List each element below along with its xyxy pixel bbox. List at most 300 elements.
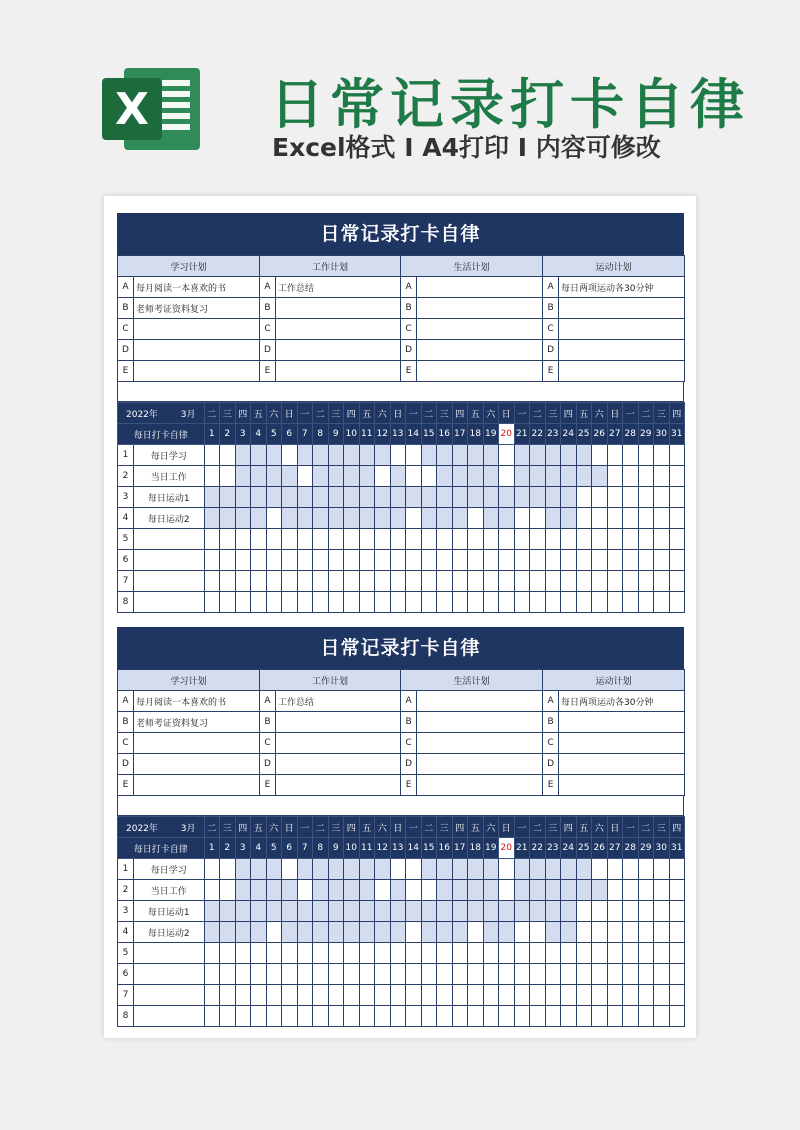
checkin-cell[interactable] <box>235 901 251 922</box>
checkin-cell[interactable] <box>638 943 654 964</box>
checkin-cell[interactable] <box>375 592 391 613</box>
checkin-cell[interactable] <box>390 943 406 964</box>
checkin-cell[interactable] <box>561 592 577 613</box>
checkin-cell[interactable] <box>576 901 592 922</box>
task-name[interactable] <box>134 529 205 550</box>
checkin-cell[interactable] <box>468 529 484 550</box>
checkin-cell[interactable] <box>468 550 484 571</box>
checkin-cell[interactable] <box>406 466 422 487</box>
checkin-cell[interactable] <box>220 466 236 487</box>
checkin-cell[interactable] <box>623 1006 639 1027</box>
checkin-cell[interactable] <box>483 964 499 985</box>
plan-cell[interactable]: 老师考证资料复习 <box>134 712 260 733</box>
checkin-cell[interactable] <box>390 550 406 571</box>
checkin-cell[interactable] <box>282 880 298 901</box>
checkin-cell[interactable] <box>545 529 561 550</box>
task-name[interactable]: 每日运动2 <box>134 508 205 529</box>
checkin-cell[interactable] <box>282 550 298 571</box>
checkin-cell[interactable] <box>499 922 515 943</box>
checkin-cell[interactable] <box>654 964 670 985</box>
checkin-cell[interactable] <box>375 985 391 1006</box>
plan-cell[interactable] <box>417 319 543 340</box>
checkin-cell[interactable] <box>499 1006 515 1027</box>
checkin-cell[interactable] <box>654 901 670 922</box>
checkin-cell[interactable] <box>359 922 375 943</box>
task-name[interactable]: 每日学习 <box>134 445 205 466</box>
checkin-cell[interactable] <box>514 1006 530 1027</box>
checkin-cell[interactable] <box>282 466 298 487</box>
checkin-cell[interactable] <box>669 466 685 487</box>
checkin-cell[interactable] <box>514 922 530 943</box>
checkin-cell[interactable] <box>592 508 608 529</box>
checkin-cell[interactable] <box>204 1006 220 1027</box>
checkin-cell[interactable] <box>576 943 592 964</box>
checkin-cell[interactable] <box>669 529 685 550</box>
checkin-cell[interactable] <box>654 487 670 508</box>
checkin-cell[interactable] <box>638 466 654 487</box>
checkin-cell[interactable] <box>313 985 329 1006</box>
checkin-cell[interactable] <box>251 571 267 592</box>
checkin-cell[interactable] <box>266 592 282 613</box>
checkin-cell[interactable] <box>483 487 499 508</box>
checkin-cell[interactable] <box>499 508 515 529</box>
task-name[interactable] <box>134 985 205 1006</box>
task-name[interactable] <box>134 1006 205 1027</box>
checkin-cell[interactable] <box>545 964 561 985</box>
checkin-cell[interactable] <box>235 1006 251 1027</box>
checkin-cell[interactable] <box>452 571 468 592</box>
checkin-cell[interactable] <box>421 592 437 613</box>
checkin-cell[interactable] <box>421 445 437 466</box>
checkin-cell[interactable] <box>251 550 267 571</box>
checkin-cell[interactable] <box>607 943 623 964</box>
checkin-cell[interactable] <box>313 901 329 922</box>
checkin-cell[interactable] <box>251 508 267 529</box>
checkin-cell[interactable] <box>204 964 220 985</box>
checkin-cell[interactable] <box>282 901 298 922</box>
checkin-cell[interactable] <box>468 901 484 922</box>
checkin-cell[interactable] <box>282 592 298 613</box>
checkin-cell[interactable] <box>452 943 468 964</box>
checkin-cell[interactable] <box>204 445 220 466</box>
checkin-cell[interactable] <box>344 466 360 487</box>
checkin-cell[interactable] <box>220 1006 236 1027</box>
checkin-cell[interactable] <box>235 592 251 613</box>
checkin-cell[interactable] <box>220 985 236 1006</box>
checkin-cell[interactable] <box>406 487 422 508</box>
checkin-cell[interactable] <box>592 859 608 880</box>
checkin-cell[interactable] <box>545 880 561 901</box>
checkin-cell[interactable] <box>437 529 453 550</box>
checkin-cell[interactable] <box>638 922 654 943</box>
checkin-cell[interactable] <box>514 487 530 508</box>
checkin-cell[interactable] <box>344 880 360 901</box>
checkin-cell[interactable] <box>499 529 515 550</box>
checkin-cell[interactable] <box>204 922 220 943</box>
checkin-cell[interactable] <box>421 571 437 592</box>
checkin-cell[interactable] <box>328 508 344 529</box>
checkin-cell[interactable] <box>592 529 608 550</box>
checkin-cell[interactable] <box>623 592 639 613</box>
checkin-cell[interactable] <box>235 466 251 487</box>
checkin-cell[interactable] <box>592 1006 608 1027</box>
checkin-cell[interactable] <box>669 487 685 508</box>
checkin-cell[interactable] <box>328 466 344 487</box>
checkin-cell[interactable] <box>313 880 329 901</box>
checkin-cell[interactable] <box>251 964 267 985</box>
checkin-cell[interactable] <box>437 985 453 1006</box>
plan-cell[interactable] <box>417 733 543 754</box>
plan-cell[interactable]: 工作总结 <box>276 691 401 712</box>
plan-cell[interactable] <box>276 298 401 319</box>
checkin-cell[interactable] <box>344 508 360 529</box>
checkin-cell[interactable] <box>576 529 592 550</box>
checkin-cell[interactable] <box>251 1006 267 1027</box>
checkin-cell[interactable] <box>514 445 530 466</box>
checkin-cell[interactable] <box>468 592 484 613</box>
checkin-cell[interactable] <box>328 550 344 571</box>
checkin-cell[interactable] <box>592 922 608 943</box>
checkin-cell[interactable] <box>375 880 391 901</box>
checkin-cell[interactable] <box>592 985 608 1006</box>
checkin-cell[interactable] <box>297 592 313 613</box>
checkin-cell[interactable] <box>592 445 608 466</box>
checkin-cell[interactable] <box>328 487 344 508</box>
checkin-cell[interactable] <box>669 550 685 571</box>
plan-cell[interactable] <box>559 319 685 340</box>
checkin-cell[interactable] <box>204 901 220 922</box>
checkin-cell[interactable] <box>607 901 623 922</box>
checkin-cell[interactable] <box>421 943 437 964</box>
checkin-cell[interactable] <box>390 487 406 508</box>
checkin-cell[interactable] <box>266 466 282 487</box>
checkin-cell[interactable] <box>514 529 530 550</box>
checkin-cell[interactable] <box>654 445 670 466</box>
plan-cell[interactable] <box>559 712 685 733</box>
checkin-cell[interactable] <box>344 529 360 550</box>
plan-cell[interactable] <box>417 340 543 361</box>
checkin-cell[interactable] <box>251 487 267 508</box>
checkin-cell[interactable] <box>576 445 592 466</box>
checkin-cell[interactable] <box>576 922 592 943</box>
checkin-cell[interactable] <box>638 508 654 529</box>
checkin-cell[interactable] <box>204 880 220 901</box>
checkin-cell[interactable] <box>499 985 515 1006</box>
checkin-cell[interactable] <box>406 571 422 592</box>
checkin-cell[interactable] <box>251 901 267 922</box>
checkin-cell[interactable] <box>483 529 499 550</box>
checkin-cell[interactable] <box>421 922 437 943</box>
checkin-cell[interactable] <box>220 901 236 922</box>
checkin-cell[interactable] <box>499 487 515 508</box>
checkin-cell[interactable] <box>545 445 561 466</box>
plan-cell[interactable]: 每日两项运动各30分钟 <box>559 691 685 712</box>
checkin-cell[interactable] <box>282 508 298 529</box>
checkin-cell[interactable] <box>483 466 499 487</box>
checkin-cell[interactable] <box>235 571 251 592</box>
checkin-cell[interactable] <box>499 466 515 487</box>
checkin-cell[interactable] <box>483 1006 499 1027</box>
checkin-cell[interactable] <box>607 445 623 466</box>
checkin-cell[interactable] <box>669 880 685 901</box>
checkin-cell[interactable] <box>452 964 468 985</box>
checkin-cell[interactable] <box>607 859 623 880</box>
checkin-cell[interactable] <box>638 985 654 1006</box>
checkin-cell[interactable] <box>638 859 654 880</box>
checkin-cell[interactable] <box>282 1006 298 1027</box>
checkin-cell[interactable] <box>452 487 468 508</box>
checkin-cell[interactable] <box>344 964 360 985</box>
checkin-cell[interactable] <box>483 985 499 1006</box>
checkin-cell[interactable] <box>437 943 453 964</box>
checkin-cell[interactable] <box>468 859 484 880</box>
checkin-cell[interactable] <box>576 550 592 571</box>
checkin-cell[interactable] <box>297 550 313 571</box>
checkin-cell[interactable] <box>297 529 313 550</box>
checkin-cell[interactable] <box>421 901 437 922</box>
checkin-cell[interactable] <box>561 529 577 550</box>
checkin-cell[interactable] <box>359 550 375 571</box>
checkin-cell[interactable] <box>638 571 654 592</box>
checkin-cell[interactable] <box>654 466 670 487</box>
checkin-cell[interactable] <box>297 922 313 943</box>
checkin-cell[interactable] <box>623 445 639 466</box>
checkin-cell[interactable] <box>390 466 406 487</box>
checkin-cell[interactable] <box>638 487 654 508</box>
checkin-cell[interactable] <box>282 964 298 985</box>
checkin-cell[interactable] <box>483 592 499 613</box>
checkin-cell[interactable] <box>638 445 654 466</box>
checkin-cell[interactable] <box>235 922 251 943</box>
checkin-cell[interactable] <box>654 1006 670 1027</box>
checkin-cell[interactable] <box>623 466 639 487</box>
checkin-cell[interactable] <box>607 466 623 487</box>
checkin-cell[interactable] <box>220 571 236 592</box>
checkin-cell[interactable] <box>266 1006 282 1027</box>
checkin-cell[interactable] <box>375 922 391 943</box>
checkin-cell[interactable] <box>499 859 515 880</box>
checkin-cell[interactable] <box>530 964 546 985</box>
checkin-cell[interactable] <box>421 487 437 508</box>
checkin-cell[interactable] <box>561 466 577 487</box>
checkin-cell[interactable] <box>530 571 546 592</box>
checkin-cell[interactable] <box>328 964 344 985</box>
checkin-cell[interactable] <box>220 964 236 985</box>
checkin-cell[interactable] <box>390 1006 406 1027</box>
checkin-cell[interactable] <box>623 508 639 529</box>
checkin-cell[interactable] <box>421 985 437 1006</box>
checkin-cell[interactable] <box>483 445 499 466</box>
checkin-cell[interactable] <box>669 571 685 592</box>
checkin-cell[interactable] <box>654 943 670 964</box>
checkin-cell[interactable] <box>623 487 639 508</box>
checkin-cell[interactable] <box>576 1006 592 1027</box>
checkin-cell[interactable] <box>514 592 530 613</box>
checkin-cell[interactable] <box>468 445 484 466</box>
checkin-cell[interactable] <box>282 859 298 880</box>
checkin-cell[interactable] <box>313 964 329 985</box>
checkin-cell[interactable] <box>282 943 298 964</box>
checkin-cell[interactable] <box>266 445 282 466</box>
checkin-cell[interactable] <box>592 943 608 964</box>
checkin-cell[interactable] <box>576 508 592 529</box>
checkin-cell[interactable] <box>561 901 577 922</box>
checkin-cell[interactable] <box>669 922 685 943</box>
plan-cell[interactable] <box>559 754 685 775</box>
checkin-cell[interactable] <box>390 508 406 529</box>
checkin-cell[interactable] <box>282 529 298 550</box>
checkin-cell[interactable] <box>530 901 546 922</box>
checkin-cell[interactable] <box>592 466 608 487</box>
plan-cell[interactable] <box>559 298 685 319</box>
checkin-cell[interactable] <box>313 859 329 880</box>
checkin-cell[interactable] <box>282 985 298 1006</box>
checkin-cell[interactable] <box>251 880 267 901</box>
checkin-cell[interactable] <box>375 550 391 571</box>
checkin-cell[interactable] <box>235 880 251 901</box>
checkin-cell[interactable] <box>359 508 375 529</box>
checkin-cell[interactable] <box>313 592 329 613</box>
checkin-cell[interactable] <box>483 859 499 880</box>
plan-cell[interactable] <box>276 361 401 382</box>
checkin-cell[interactable] <box>375 943 391 964</box>
checkin-cell[interactable] <box>313 445 329 466</box>
checkin-cell[interactable] <box>359 859 375 880</box>
checkin-cell[interactable] <box>669 592 685 613</box>
checkin-cell[interactable] <box>297 859 313 880</box>
checkin-cell[interactable] <box>669 964 685 985</box>
checkin-cell[interactable] <box>313 1006 329 1027</box>
checkin-cell[interactable] <box>344 445 360 466</box>
checkin-cell[interactable] <box>235 985 251 1006</box>
checkin-cell[interactable] <box>406 901 422 922</box>
checkin-cell[interactable] <box>437 922 453 943</box>
checkin-cell[interactable] <box>375 508 391 529</box>
checkin-cell[interactable] <box>297 964 313 985</box>
checkin-cell[interactable] <box>359 529 375 550</box>
checkin-cell[interactable] <box>375 487 391 508</box>
checkin-cell[interactable] <box>251 592 267 613</box>
checkin-cell[interactable] <box>421 466 437 487</box>
checkin-cell[interactable] <box>654 922 670 943</box>
checkin-cell[interactable] <box>576 859 592 880</box>
plan-cell[interactable] <box>134 754 260 775</box>
checkin-cell[interactable] <box>390 592 406 613</box>
checkin-cell[interactable] <box>421 1006 437 1027</box>
plan-cell[interactable] <box>417 277 543 298</box>
checkin-cell[interactable] <box>266 901 282 922</box>
plan-cell[interactable] <box>417 712 543 733</box>
checkin-cell[interactable] <box>375 466 391 487</box>
checkin-cell[interactable] <box>359 466 375 487</box>
checkin-cell[interactable] <box>437 880 453 901</box>
checkin-cell[interactable] <box>297 466 313 487</box>
checkin-cell[interactable] <box>545 571 561 592</box>
checkin-cell[interactable] <box>592 571 608 592</box>
checkin-cell[interactable] <box>561 571 577 592</box>
checkin-cell[interactable] <box>530 985 546 1006</box>
checkin-cell[interactable] <box>669 943 685 964</box>
task-name[interactable] <box>134 571 205 592</box>
checkin-cell[interactable] <box>483 508 499 529</box>
checkin-cell[interactable] <box>220 445 236 466</box>
checkin-cell[interactable] <box>561 508 577 529</box>
checkin-cell[interactable] <box>328 1006 344 1027</box>
checkin-cell[interactable] <box>607 1006 623 1027</box>
checkin-cell[interactable] <box>545 592 561 613</box>
checkin-cell[interactable] <box>375 901 391 922</box>
checkin-cell[interactable] <box>623 901 639 922</box>
checkin-cell[interactable] <box>499 964 515 985</box>
plan-cell[interactable] <box>276 733 401 754</box>
checkin-cell[interactable] <box>545 922 561 943</box>
checkin-cell[interactable] <box>468 487 484 508</box>
checkin-cell[interactable] <box>483 901 499 922</box>
checkin-cell[interactable] <box>638 550 654 571</box>
checkin-cell[interactable] <box>282 445 298 466</box>
checkin-cell[interactable] <box>530 466 546 487</box>
checkin-cell[interactable] <box>266 964 282 985</box>
checkin-cell[interactable] <box>545 508 561 529</box>
checkin-cell[interactable] <box>452 508 468 529</box>
checkin-cell[interactable] <box>220 550 236 571</box>
plan-cell[interactable]: 每日两项运动各30分钟 <box>559 277 685 298</box>
checkin-cell[interactable] <box>530 508 546 529</box>
checkin-cell[interactable] <box>607 571 623 592</box>
plan-cell[interactable] <box>134 319 260 340</box>
checkin-cell[interactable] <box>514 859 530 880</box>
checkin-cell[interactable] <box>623 985 639 1006</box>
checkin-cell[interactable] <box>561 1006 577 1027</box>
checkin-cell[interactable] <box>359 445 375 466</box>
checkin-cell[interactable] <box>328 901 344 922</box>
checkin-cell[interactable] <box>344 550 360 571</box>
plan-cell[interactable] <box>559 775 685 796</box>
checkin-cell[interactable] <box>313 487 329 508</box>
checkin-cell[interactable] <box>359 1006 375 1027</box>
checkin-cell[interactable] <box>576 487 592 508</box>
plan-cell[interactable] <box>559 340 685 361</box>
checkin-cell[interactable] <box>406 550 422 571</box>
checkin-cell[interactable] <box>514 880 530 901</box>
checkin-cell[interactable] <box>638 1006 654 1027</box>
checkin-cell[interactable] <box>623 571 639 592</box>
checkin-cell[interactable] <box>313 466 329 487</box>
checkin-cell[interactable] <box>220 859 236 880</box>
checkin-cell[interactable] <box>359 901 375 922</box>
checkin-cell[interactable] <box>406 880 422 901</box>
plan-cell[interactable] <box>417 298 543 319</box>
checkin-cell[interactable] <box>359 943 375 964</box>
checkin-cell[interactable] <box>251 985 267 1006</box>
checkin-cell[interactable] <box>328 571 344 592</box>
checkin-cell[interactable] <box>421 880 437 901</box>
plan-cell[interactable]: 工作总结 <box>276 277 401 298</box>
plan-cell[interactable] <box>276 775 401 796</box>
checkin-cell[interactable] <box>437 1006 453 1027</box>
checkin-cell[interactable] <box>437 550 453 571</box>
checkin-cell[interactable] <box>437 466 453 487</box>
checkin-cell[interactable] <box>530 487 546 508</box>
task-name[interactable]: 每日运动1 <box>134 901 205 922</box>
checkin-cell[interactable] <box>390 922 406 943</box>
checkin-cell[interactable] <box>654 571 670 592</box>
checkin-cell[interactable] <box>452 880 468 901</box>
plan-cell[interactable] <box>134 361 260 382</box>
checkin-cell[interactable] <box>530 445 546 466</box>
checkin-cell[interactable] <box>561 985 577 1006</box>
checkin-cell[interactable] <box>375 859 391 880</box>
